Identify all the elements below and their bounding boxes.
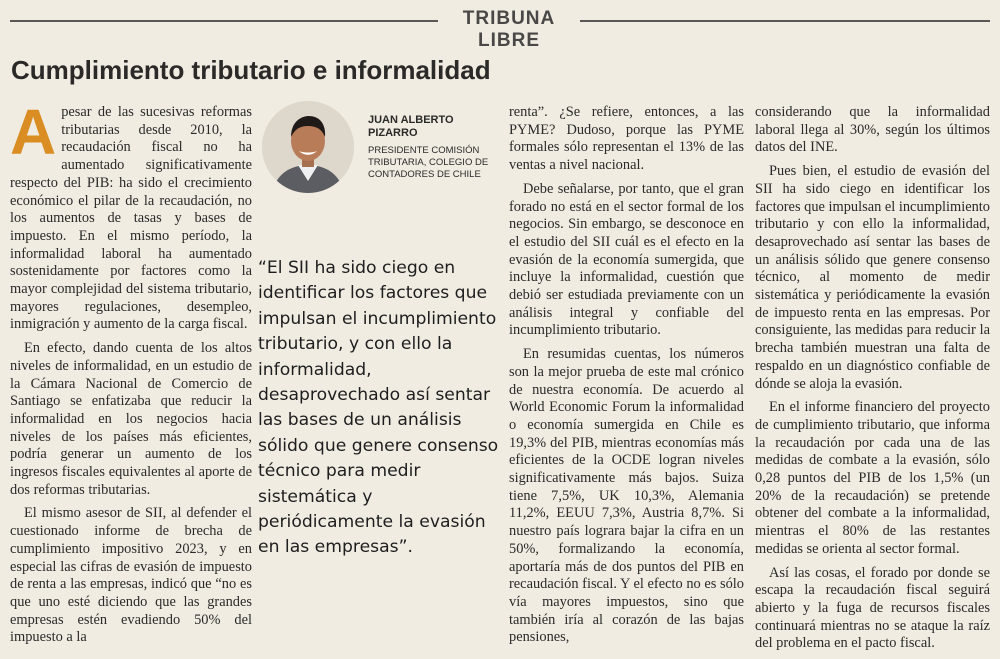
column-4-paragraph-4: Así las cosas, el forado por donde se escapa la recaudación fiscal seguirá abierto y la fuga de recursos fiscales continuará mientras no se ataque la raíz del problema en el pacto fiscal. <box>755 564 990 652</box>
author-byline <box>368 114 496 181</box>
article-column-1 <box>10 96 252 653</box>
column-1-paragraph-1 <box>10 96 252 334</box>
column-4-paragraph-2: Pues bien, el estudio de evasión del SII ha sido ciego en identificar los factores que impulsan el incumplimiento tributario y con ello la informalidad, desaprovechado así sentar las bases de un análisis sólido que genere consenso técnico, al momento de medir sistemática y periódicamente la evasión de impuesto renta en las empresas. Por consiguiente, las medidas para reducir la brecha también muestran una falta de respaldo en un diagnóstico confiable de dónde se aloja la evasión. <box>755 163 990 392</box>
column-3-paragraph-3: En resumidas cuentas, los números son la mejor prueba de este mal crónico de nuestra economía. De acuerdo al World Economic Forum la informalidad o economía sumergida en Chile es 19,3% del PIB, mientras economías más eficientes de la OCDE logran niveles significativamente más bajos. Suiza tiene 7,5%, UK 10,3%, Alemania 11,2%, EEUU 7,3%, Austria 8,7%. Si nuestro país lograra bajar la cifra en un 50%, formalizando la economía, aportaría más de dos puntos del PIB en recaudación fiscal. Y el efecto no es sólo vía mayores impuestos, sino que también iría al corazón de las bajas pensiones, <box>509 346 744 646</box>
drop-cap: A <box>10 96 57 168</box>
author-name: JUAN ALBERTO PIZARRO <box>368 114 454 139</box>
column-1-paragraph-2: En efecto, dando cuenta de los altos niveles de informalidad, en un estudio de la Cámara Nacional de Comercio de Santiago se enfatizaba que reducir la informalidad en los negocios hacia niveles de los países más eficientes, podría generar un aumento de los ingresos fiscales equivalentes al aporte de dos reformas tributarias. <box>10 340 252 498</box>
author-portrait-drawing <box>262 101 354 193</box>
column-3-paragraph-2: Debe señalarse, por tanto, que el gran forado no está en el sector formal de los negocios. Sin embargo, se desconoce en el estudio del SII cuál es el efecto en la evasión de la economía sumergida, que incluye la informalidad, cuestión que debió ser estudiada previamente con un análisis integral y confiable del incumplimiento tributario. <box>509 180 744 339</box>
column-3-paragraph-1: renta”. ¿Se refiere, entonces, a las PYME? Dudoso, porque las PYME formales sólo representan el 13% de las ventas a nivel nacional. <box>509 104 744 174</box>
author-role: PRESIDENTE COMISIÓN TRIBUTARIA, COLEGIO DE CONTADORES DE CHILE <box>368 145 489 180</box>
section-rule-left <box>10 20 438 22</box>
author-portrait-icon <box>262 101 354 193</box>
section-rule-right <box>580 20 990 22</box>
column-1-paragraph-3: El mismo asesor de SII, al defender el cuestionado informe de brecha de cumplimiento impositivo 2023, y en especial las cifras de evasión de impuesto de renta a las empresas, indicó que “no es que uno esté diciendo que las grandes empresas estén evadiendo 50% del impuesto a la <box>10 505 252 646</box>
column-1-paragraph-1-text: pesar de las sucesivas reformas tributarias desde 2010, la recaudación fiscal no ha aumentado significativamente respecto del PIB: ha sido el crecimiento económico el pilar de la recaudación, no los aumentos de tasas y bases de impuesto. En el mismo período, la informalidad laboral ha aumentado sostenidamente por factores como la mayor complejidad del sistema tributario, mayores regulaciones, desempleo, inmigración y aumento de la carga fiscal. <box>10 104 252 333</box>
pull-quote: “El SII ha sido ciego en identificar los factores que impulsan el incumplimiento tributario, y con ello la informalidad, desaprovechado así sentar las bases de un análisis sólido que genere consenso técnico para medir sistemática y periódicamente la evasión en las empresas”. <box>258 258 499 558</box>
section-label: TRIBUNA LIBRE <box>462 8 556 51</box>
article-title: Cumplimiento tributario e informalidad <box>11 55 491 85</box>
article-column-3 <box>509 104 744 653</box>
column-4-paragraph-1: considerando que la informalidad laboral llega al 30%, según los últimos datos del INE. <box>755 104 990 156</box>
column-4-paragraph-3: En el informe financiero del proyecto de cumplimiento tributario, que informa la recaudación por cada una de las medidas de combate a la evasión, sólo 0,28 puntos del PIB de los 1,5% (un 20% de la recaudación) se pretende obtener del combate a la informalidad, mientras el 80% de las restantes medidas se orienta al sector formal. <box>755 399 990 557</box>
article-column-4 <box>755 104 990 659</box>
